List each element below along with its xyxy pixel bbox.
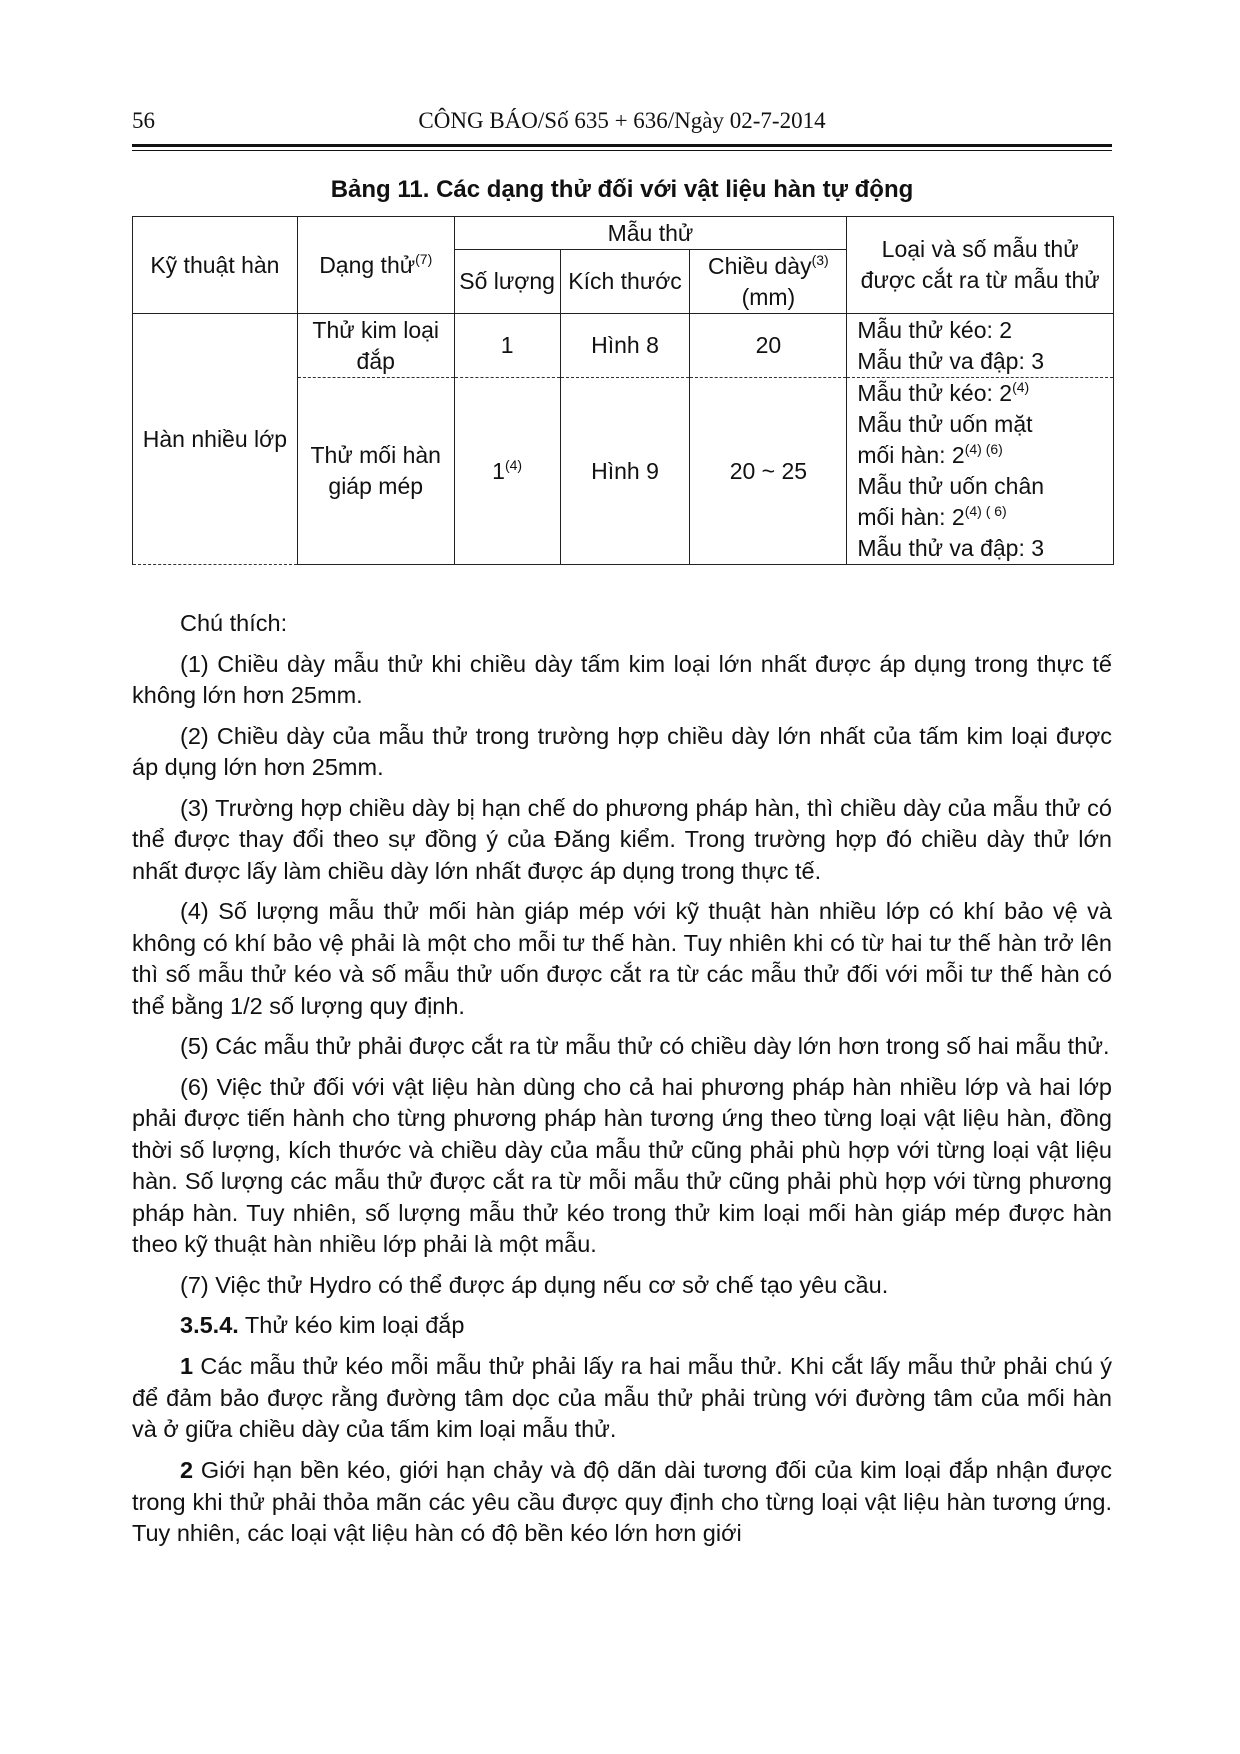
page-header — [132, 108, 1112, 144]
note-6: (6) Việc thử đối với vật liệu hàn dùng cho cả hai phương pháp hàn nhiều lớp và hai lớp phải được tiến hành cho từng phương pháp hàn tương ứng theo từng loại vật liệu hàn, đồng thời số lượng, kích thước và chiều dày của mẫu thử cũng phải phù hợp với từng loại vật liệu hàn. Số lượng các mẫu thử được cắt ra từ mỗi mẫu thử cũng phải phù hợp với từng phương pháp hàn. Tuy nhiên, số lượng mẫu thử kéo trong thử kim loại mối hàn giáp mép được hàn theo kỹ thuật hàn nhiều lớp phải là một mẫu. — [132, 1073, 1112, 1257]
section-heading — [132, 1310, 1112, 1342]
note-5: (5) Các mẫu thử phải được cắt ra từ mẫu thử có chiều dày lớn hơn trong số hai mẫu thử. — [180, 1033, 1110, 1059]
row2-specimen-tensile: Mẫu thử kéo: 2$^{(4)}$ — [857, 379, 1030, 406]
note-3: (3) Trường hợp chiều dày bị hạn chế do phương pháp hàn, thì chiều dày của mẫu thử có thể được thay đổi theo sự đồng ý của Đăng kiểm. Trong trường hợp đó chiều dày thử lớn nhất được lấy làm chiều dày lớn nhất được áp dụng trong thực tế. — [132, 794, 1112, 884]
section-number: 3.5.4. — [180, 1312, 239, 1338]
header-thickness-footnote: (3) — [811, 251, 829, 268]
paragraph-1-number: 1 — [180, 1353, 194, 1379]
note-1: (1) Chiều dày mẫu thử khi chiều dày tấm kim loại lớn nhất được áp dụng trong thực tế không lớn hơn 25mm. — [132, 650, 1112, 708]
row1-specimen-tensile: Mẫu thử kéo: 2 — [857, 316, 1013, 343]
notes-title: Chú thích: — [180, 610, 288, 636]
note-7: (7) Việc thử Hydro có thể được áp dụng nếu cơ sở chế tạo yêu cầu. — [180, 1271, 889, 1298]
row1-thickness: 20 — [690, 314, 847, 378]
row2-specimen-face-bend: Mẫu thử uốn mặt mối hàn: $2^{(4) (6)}$ — [857, 411, 1033, 468]
header-test-type: Dạng thử$^{(7)}$ — [297, 217, 454, 314]
row1-specimens — [847, 314, 1114, 378]
row2-quantity: 1$^{(4)}$ — [454, 378, 560, 565]
row2-specimen-impact: Mẫu thử va đập: 3 — [857, 535, 1045, 561]
header-quantity: Số lượng — [454, 250, 560, 314]
note-2: (2) Chiều dày của mẫu thử trong trường hợp chiều dày lớn nhất của tấm kim loại được áp dụng lớn hơn 25mm. — [132, 722, 1112, 780]
row1-quantity: 1 — [454, 314, 560, 378]
header-rule-thick — [132, 144, 1112, 147]
technique-cell: Hàn nhiều lớp — [133, 314, 298, 565]
body-text — [132, 608, 1112, 1559]
page-number: 56 — [132, 108, 155, 133]
table-caption: Bảng 11. Các dạng thử đối với vật liệu hàn tự động — [330, 176, 914, 203]
section-paragraph-1: 1 Các mẫu thử kéo mỗi mẫu thử phải lấy ra hai mẫu thử. Khi cắt lấy mẫu thử phải chú ý để đảm bảo được rằng đường tâm dọc của mẫu thử phải trùng với đường tâm của mối hàn và ở giữa chiều dày của tấm kim loại mẫu thử. — [132, 1353, 1112, 1442]
welding-test-table — [132, 216, 1114, 565]
note-4: (4) Số lượng mẫu thử mối hàn giáp mép với kỹ thuật hàn nhiều lớp có khí bảo vệ và không có khí bảo vệ phải là một cho mỗi tư thế hàn. Tuy nhiên khi có từ hai tư thế hàn trở lên thì số mẫu thử kéo và số mẫu thử uốn được cắt ra từ các mẫu thử đối với mỗi tư thế hàn có thể bằng 1/2 số lượng quy định. — [132, 898, 1112, 1019]
header-specimen-type-count: Loại và số mẫu thử được cắt ra từ mẫu thử — [847, 217, 1114, 314]
row2-thickness: 20 ~ 25 — [690, 378, 847, 565]
row1-specimen-impact: Mẫu thử va đập: 3 — [857, 347, 1045, 374]
header-size: Kích thước — [560, 250, 690, 314]
section-paragraph-2: 2 Giới hạn bền kéo, giới hạn chảy và độ dãn dài tương đối của kim loại đắp nhận được trong khi thử phải thỏa mãn các yêu cầu được quy định cho từng loại vật liệu hàn tương ứng. Tuy nhiên, các loại vật liệu hàn có độ bền kéo lớn hơn giới — [132, 1457, 1112, 1546]
gazette-title: CÔNG BÁO/Số 635 + 636/Ngày 02-7-2014 — [418, 108, 826, 133]
header-specimen: Mẫu thử — [454, 217, 847, 250]
row2-specimens — [847, 378, 1114, 565]
header-thickness: Chiều dày$^{(3)}$ (mm) — [690, 250, 847, 314]
row2-size: Hình 9 — [560, 378, 690, 565]
row2-test-type: Thử mối hàn giáp mép — [297, 378, 454, 565]
row2-specimen-root-bend: Mẫu thử uốn chân mối hàn: $2^{(4) ( 6)}$ — [857, 473, 1045, 530]
header-test-type-footnote: (7) — [415, 250, 433, 267]
row2-quantity-footnote: (4) — [504, 456, 523, 473]
header-rule-thin — [132, 150, 1112, 151]
paragraph-2-number: 2 — [180, 1457, 194, 1483]
header-technique: Kỹ thuật hàn — [133, 217, 298, 314]
section-title: Thử kéo kim loại đắp — [238, 1312, 465, 1338]
row1-size: Hình 8 — [560, 314, 690, 378]
row1-test-type: Thử kim loại đắp — [297, 314, 454, 378]
